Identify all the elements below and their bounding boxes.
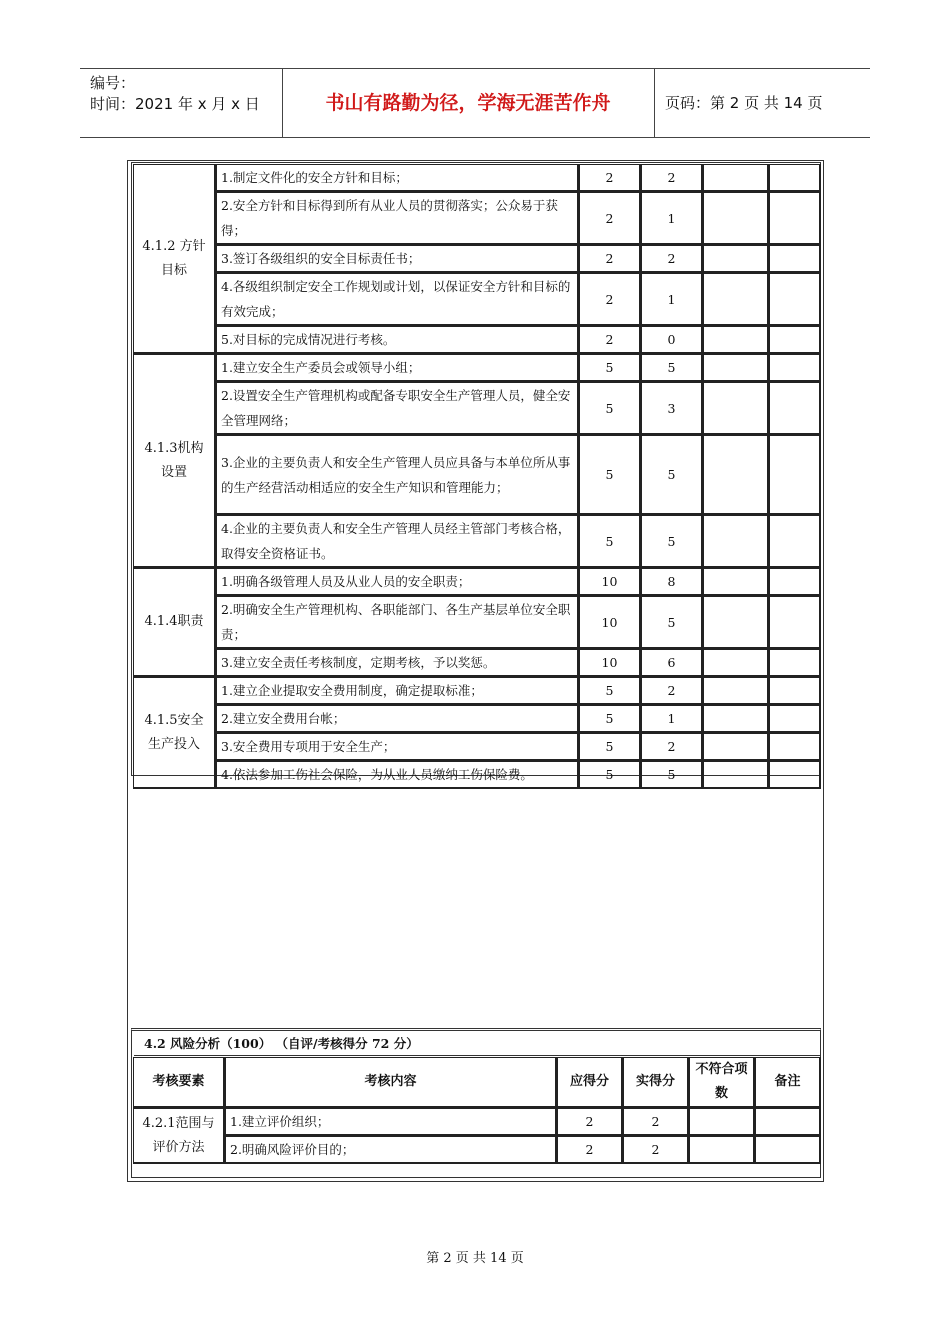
item-cell: 2.明确安全生产管理机构、各职能部门、各生产基层单位安全职责； bbox=[216, 596, 579, 649]
item-cell: 4.企业的主要负责人和安全生产管理人员经主管部门考核合格，取得安全资格证书。 bbox=[216, 515, 579, 568]
table-row bbox=[133, 326, 821, 354]
actual-score-cell: 1 bbox=[641, 192, 703, 245]
table-row bbox=[133, 733, 821, 761]
actual-score-cell: 2 bbox=[623, 1136, 689, 1164]
item-cell: 3.安全费用专项用于安全生产； bbox=[216, 733, 579, 761]
due-score-cell: 2 bbox=[557, 1108, 623, 1136]
assessment-table-41 bbox=[133, 164, 821, 789]
remarks-cell bbox=[769, 761, 821, 789]
remarks-cell bbox=[769, 677, 821, 705]
remarks-cell bbox=[769, 649, 821, 677]
remarks-cell bbox=[769, 245, 821, 273]
category-cell: 4.1.3机构设置 bbox=[133, 354, 216, 568]
actual-score-cell: 1 bbox=[641, 273, 703, 326]
motto: 书山有路勤为径，学海无涯苦作舟 bbox=[282, 69, 655, 137]
actual-score-cell: 5 bbox=[641, 515, 703, 568]
remarks-cell bbox=[769, 164, 821, 192]
due-score-cell: 2 bbox=[579, 273, 641, 326]
category-cell: 4.1.5安全生产投入 bbox=[133, 677, 216, 789]
noncompliance-cell bbox=[703, 733, 769, 761]
item-cell: 1.建立安全生产委员会或领导小组； bbox=[216, 354, 579, 382]
noncompliance-cell bbox=[703, 649, 769, 677]
noncompliance-cell bbox=[703, 192, 769, 245]
header-noncompliance: 不符合项数 bbox=[689, 1057, 755, 1108]
due-score-cell: 10 bbox=[579, 596, 641, 649]
due-score-cell: 5 bbox=[579, 435, 641, 515]
table-row bbox=[133, 273, 821, 326]
actual-score-cell: 1 bbox=[641, 705, 703, 733]
remarks-cell bbox=[769, 568, 821, 596]
actual-score-cell: 6 bbox=[641, 649, 703, 677]
item-cell: 1.明确各级管理人员及从业人员的安全职责； bbox=[216, 568, 579, 596]
page-info: 页码：第 2 页 共 14 页 bbox=[665, 94, 823, 112]
item-cell: 2.明确风险评价目的； bbox=[225, 1136, 557, 1164]
table-row bbox=[133, 515, 821, 568]
remarks-cell bbox=[769, 596, 821, 649]
noncompliance-cell bbox=[703, 245, 769, 273]
due-score-cell: 10 bbox=[579, 568, 641, 596]
remarks-cell bbox=[769, 192, 821, 245]
remarks-cell bbox=[769, 733, 821, 761]
actual-score-cell: 2 bbox=[623, 1108, 689, 1136]
header-actual-score: 实得分 bbox=[623, 1057, 689, 1108]
time-label: 时间：2021 年 x 月 x 日 bbox=[90, 95, 260, 113]
item-cell: 3.建立安全责任考核制度，定期考核，予以奖惩。 bbox=[216, 649, 579, 677]
item-cell: 3.企业的主要负责人和安全生产管理人员应具备与本单位所从事的生产经营活动相适应的安全生产知识和管理能力； bbox=[216, 435, 579, 515]
noncompliance-cell bbox=[703, 382, 769, 435]
table-row bbox=[133, 382, 821, 435]
item-cell: 5.对目标的完成情况进行考核。 bbox=[216, 326, 579, 354]
noncompliance-cell bbox=[703, 705, 769, 733]
noncompliance-cell bbox=[703, 568, 769, 596]
category-cell: 4.1.4职责 bbox=[133, 568, 216, 677]
header-meta bbox=[80, 69, 283, 137]
table-row bbox=[133, 761, 821, 789]
table-row bbox=[133, 435, 821, 515]
table-row bbox=[133, 677, 821, 705]
item-cell: 3.签订各级组织的安全目标责任书； bbox=[216, 245, 579, 273]
remarks-cell bbox=[755, 1108, 821, 1136]
table-row bbox=[133, 568, 821, 596]
item-cell: 4.依法参加工伤社会保险，为从业人员缴纳工伤保险费。 bbox=[216, 761, 579, 789]
item-cell: 2.设置安全生产管理机构或配备专职安全生产管理人员，健全安全管理网络； bbox=[216, 382, 579, 435]
due-score-cell: 5 bbox=[579, 677, 641, 705]
actual-score-cell: 5 bbox=[641, 761, 703, 789]
due-score-cell: 2 bbox=[557, 1136, 623, 1164]
noncompliance-cell bbox=[703, 273, 769, 326]
page-footer: 第 2 页 共 14 页 bbox=[426, 1251, 524, 1266]
due-score-cell: 10 bbox=[579, 649, 641, 677]
table-row bbox=[133, 354, 821, 382]
header-due-score: 应得分 bbox=[557, 1057, 623, 1108]
category-cell: 4.2.1范围与评价方法 bbox=[133, 1108, 225, 1164]
actual-score-cell: 5 bbox=[641, 596, 703, 649]
noncompliance-cell bbox=[703, 354, 769, 382]
table-41-body bbox=[133, 164, 821, 789]
actual-score-cell: 2 bbox=[641, 677, 703, 705]
noncompliance-cell bbox=[703, 164, 769, 192]
remarks-cell bbox=[769, 515, 821, 568]
actual-score-cell: 3 bbox=[641, 382, 703, 435]
remarks-cell bbox=[769, 705, 821, 733]
noncompliance-cell bbox=[703, 435, 769, 515]
item-cell: 1.建立评价组织； bbox=[225, 1108, 557, 1136]
table-header-row bbox=[133, 1057, 821, 1108]
noncompliance-cell bbox=[689, 1108, 755, 1136]
remarks-cell bbox=[769, 435, 821, 515]
remarks-cell bbox=[769, 354, 821, 382]
due-score-cell: 5 bbox=[579, 382, 641, 435]
noncompliance-cell bbox=[703, 326, 769, 354]
table-row bbox=[133, 164, 821, 192]
actual-score-cell: 2 bbox=[641, 245, 703, 273]
remarks-cell bbox=[769, 382, 821, 435]
table-row bbox=[133, 1136, 821, 1164]
noncompliance-cell bbox=[703, 761, 769, 789]
noncompliance-cell bbox=[689, 1136, 755, 1164]
number-label: 编号： bbox=[90, 74, 136, 92]
due-score-cell: 2 bbox=[579, 326, 641, 354]
due-score-cell: 5 bbox=[579, 354, 641, 382]
remarks-cell bbox=[769, 326, 821, 354]
table-row bbox=[133, 649, 821, 677]
assessment-table-42 bbox=[133, 1057, 821, 1164]
table-row bbox=[133, 705, 821, 733]
table-row bbox=[133, 245, 821, 273]
item-cell: 1.建立企业提取安全费用制度，确定提取标准； bbox=[216, 677, 579, 705]
actual-score-cell: 8 bbox=[641, 568, 703, 596]
actual-score-cell: 0 bbox=[641, 326, 703, 354]
item-cell: 1.制定文件化的安全方针和目标； bbox=[216, 164, 579, 192]
table-row bbox=[133, 192, 821, 245]
table-row bbox=[133, 596, 821, 649]
page-header bbox=[80, 68, 870, 138]
actual-score-cell: 2 bbox=[641, 164, 703, 192]
actual-score-cell: 2 bbox=[641, 733, 703, 761]
due-score-cell: 5 bbox=[579, 761, 641, 789]
section-42-title: 4.2 风险分析（100） （自评/考核得分 72 分） bbox=[134, 1032, 820, 1056]
noncompliance-cell bbox=[703, 677, 769, 705]
item-cell: 2.安全方针和目标得到所有从业人员的贯彻落实；公众易于获得； bbox=[216, 192, 579, 245]
header-element: 考核要素 bbox=[133, 1057, 225, 1108]
actual-score-cell: 5 bbox=[641, 435, 703, 515]
due-score-cell: 2 bbox=[579, 164, 641, 192]
table-row bbox=[133, 1108, 821, 1136]
header-remarks: 备注 bbox=[755, 1057, 821, 1108]
due-score-cell: 2 bbox=[579, 245, 641, 273]
actual-score-cell: 5 bbox=[641, 354, 703, 382]
category-cell: 4.1.2 方针目标 bbox=[133, 164, 216, 354]
due-score-cell: 5 bbox=[579, 733, 641, 761]
header-content: 考核内容 bbox=[225, 1057, 557, 1108]
due-score-cell: 2 bbox=[579, 192, 641, 245]
remarks-cell bbox=[769, 273, 821, 326]
noncompliance-cell bbox=[703, 596, 769, 649]
remarks-cell bbox=[755, 1136, 821, 1164]
due-score-cell: 5 bbox=[579, 705, 641, 733]
due-score-cell: 5 bbox=[579, 515, 641, 568]
item-cell: 4.各级组织制定安全工作规划或计划，以保证安全方针和目标的有效完成； bbox=[216, 273, 579, 326]
item-cell: 2.建立安全费用台帐； bbox=[216, 705, 579, 733]
noncompliance-cell bbox=[703, 515, 769, 568]
